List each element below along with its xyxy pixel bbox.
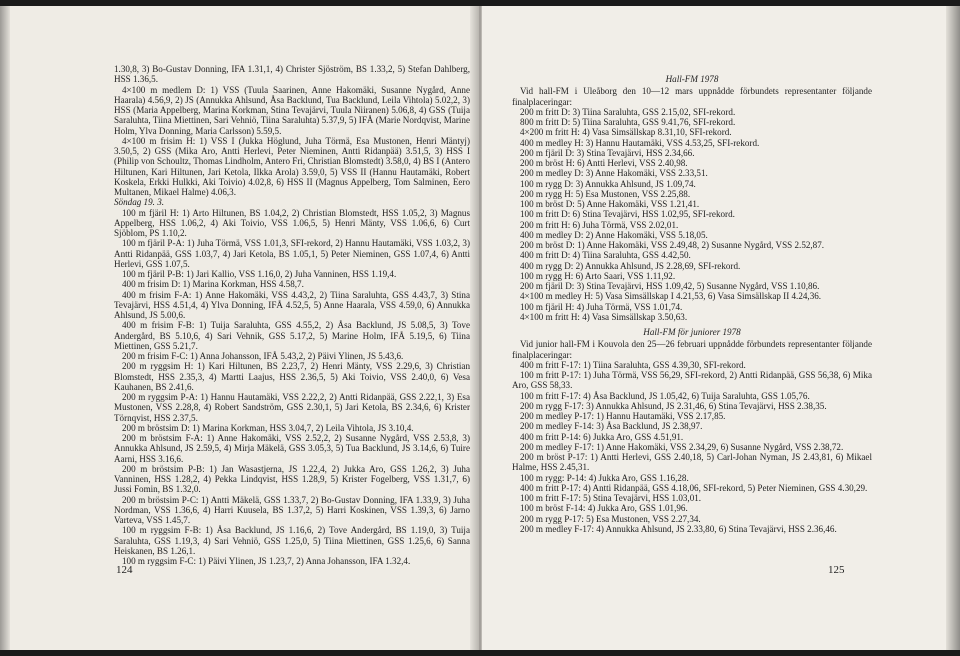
result-line: 200 m rygg P-17: 5) Esa Mustonen, VSS 2.27,34.	[520, 513, 701, 524]
results-list	[512, 107, 872, 322]
result-line: 800 m fritt D: 5) Tiina Saraluhta, GSS 9.41,76, SFI-rekord.	[520, 117, 736, 127]
result-line: 100 m rygg D: 3) Annukka Ahlsund, JS 1.09,74.	[520, 178, 696, 189]
result-line: 200 m medley D: 3) Anne Hakomäki, VSS 2.33,51.	[520, 168, 708, 179]
right-page	[482, 6, 960, 650]
result-line: 200 m medley F-17: 1) Anne Hakomäki, VSS 2.34,29, 6) Susanne Nygård, VSS 2.38,72.	[520, 441, 844, 452]
section-intro: Vid hall-FM i Uleåborg den 10—12 mars uppnådde förbundets representanter följande finalplaceringar:	[512, 86, 872, 107]
paragraph: 100 m ryggsim F-C: 1) Päivi Ylinen, JS 1.23,7, 2) Anna Johansson, IFA 1.32,4.	[122, 556, 411, 566]
page-number-left: 124	[116, 564, 133, 576]
left-page-text	[114, 64, 470, 566]
results-list-juniors	[512, 360, 872, 534]
paragraph: 200 m ryggsim H: 1) Kari Hiltunen, BS 2.23,7, 2) Henri Mänty, VSS 2.29,6, 3) Christian Blomstedt, HSS 2.35,3, 4) Martti Laajus, HSS 2.36,5, 5) Aki Toivio, VSS 2.40,0, 6) Vesa Kauhanen, BS 2.41,6.	[114, 361, 470, 392]
paragraph: 100 m fjäril P-B: 1) Jari Kallio, VSS 1.16,0, 2) Juha Vanninen, HSS 1.19,4.	[122, 269, 397, 279]
right-page-text	[512, 74, 872, 534]
paragraph: 200 m ryggsim P-A: 1) Hannu Hautamäki, VSS 2.22,2, 2) Antti Ridanpää, GSS 2.22,1, 3) Esa Mustonen, VSS 2.28,8, 4) Robert Sandström, GSS 2.30,1, 5) Jari Ketola, BS 2.34,6, 6) Krister Törnqvist, HSS 2.37,5.	[114, 392, 470, 423]
paragraph: 400 m frisim F-B: 1) Tuija Saraluhta, GSS 4.55,2, 2) Åsa Backlund, JS 5.08,5, 3) Tove Andergård, BS 5.10,6, 4) Sari Vehnik, GSS 5.17,2, 5) Marine Holm, IFÅ 5.19,5, 6) Tiina Miettinen, GSS 5.21,7.	[114, 320, 470, 351]
left-page	[0, 6, 478, 650]
result-line: 100 m bröst F-14: 4) Jukka Aro, GSS 1.01,96.	[520, 503, 688, 514]
result-line: 200 m rygg F-17: 3) Annukka Ahlsund, JS 2.31,46, 6) Stina Tevajärvi, HSS 2.38,35.	[520, 400, 827, 411]
result-line: 100 m bröst D: 5) Anne Hakomäki, VSS 1.21,41.	[520, 199, 700, 209]
paragraph: 100 m fjäril P-A: 1) Juha Törmä, VSS 1.01,3, SFI-rekord, 2) Hannu Hautamäki, VSS 1.03,2, 3) Antti Ridanpää, GSS 1.03,7, 4) Jari Ketola, BS 1.05,1, 5) Peter Nieminen, GSS 1.07,4, 6) Antti Herlevi, GSS 1.07,5.	[114, 238, 470, 269]
paragraph: 200 m frisim F-C: 1) Anna Johansson, IFÅ 5.43,2, 2) Päivi Ylinen, JS 5.43,6.	[122, 351, 404, 361]
result-line: 400 m medley D: 2) Anne Hakomäki, VSS 5.18,05.	[520, 229, 708, 240]
result-line: 200 m rygg H: 5) Esa Mustonen, VSS 2.25,88.	[520, 188, 691, 199]
right-page-edge	[946, 6, 960, 650]
result-line: 100 m rygg H: 6) Arto Saari, VSS 1.11,92.	[520, 270, 676, 281]
paragraph: 100 m ryggsim F-B: 1) Åsa Backlund, JS 1.16,6, 2) Tove Andergård, BS 1.19,0, 3) Tuija Saraluhta, GSS 1.19,3, 4) Sari Vehniö, GSS 1.25,0, 5) Tiina Miettinen, GSS 1.25,6, 6) Sanna Heiskanen, BS 1.26,1.	[114, 525, 470, 556]
result-line: 400 m fritt F-17: 1) Tiina Saraluhta, GSS 4.39,30, SFI-rekord.	[520, 359, 746, 370]
result-line: 200 m fjäril D: 3) Stina Tevajärvi, HSS 2.34,66.	[520, 147, 695, 158]
section-heading-juniors: Hall-FM för juniorer 1978	[643, 327, 741, 337]
result-line: 4×100 m medley H: 5) Vasa Simsällskap I 4.21,53, 6) Vasa Simsällskap II 4.24,36.	[520, 291, 822, 302]
result-line: 400 m rygg D: 2) Annukka Ahlsund, JS 2.28,69, SFI-rekord.	[520, 260, 741, 271]
paragraph: 200 m bröstsim F-A: 1) Anne Hakomäki, VSS 2.52,2, 2) Susanne Nygård, VSS 2.53,8, 3) Annukka Ahlsund, JS 2.59,5, 4) Mirja Mäkelä, GSS 3.05,3, 5) Tua Backlund, JS 3.14,6, 6) Tuire Aarni, HSS 3.16,6.	[114, 433, 470, 464]
result-line: 200 m medley F-14: 3) Åsa Backlund, JS 2.38,97.	[520, 421, 703, 432]
result-line: 4×200 m fritt H: 4) Vasa Simsällskap 8.31,10, SFI-rekord.	[520, 127, 732, 138]
result-line: 100 m rygg: P-14: 4) Jukka Aro, GSS 1.16,28.	[520, 472, 689, 483]
result-line: 200 m bröst H: 6) Antti Herlevi, VSS 2.40,98.	[520, 158, 688, 168]
result-line: 100 m fritt P-17: 1) Juha Törmä, VSS 56,29, SFI-rekord, 2) Antti Ridanpää, GSS 56,38, 6) Mika Aro, GSS 58,33.	[512, 370, 872, 391]
result-line: 200 m medley F-17: 4) Annukka Ahlsund, JS 2.33,80, 6) Stina Tevajärvi, HSS 2.36,46.	[520, 523, 837, 534]
result-line: 100 m fjäril H: 4) Juha Törmä, VSS 1.01,74.	[520, 301, 683, 312]
result-line: 400 m fritt P-14: 6) Jukka Aro, GSS 4.51,91.	[520, 431, 684, 442]
result-line: 200 m bröst D: 1) Anne Hakomäki, VSS 2.49,48, 2) Susanne Nygård, VSS 2.52,87.	[520, 240, 825, 250]
result-line: 400 m fritt D: 4) Tiina Saraluhta, GSS 4.42,50.	[520, 250, 691, 261]
paragraph: 1.30,8, 3) Bo-Gustav Donning, IFA 1.31,1, 4) Christer Sjöström, BS 1.33,2, 5) Stefan Dahlberg, HSS 1.36,5.	[114, 64, 470, 85]
left-page-edge	[0, 6, 10, 650]
paragraph: 400 m frisim F-A: 1) Anne Hakomäki, VSS 4.43,2, 2) Tiina Saraluhta, GSS 4.43,7, 3) Stina Tevajärvi, HSS 4.51,4, 4) Ylva Donning, IFÅ 4.52,5, 5) Anne Haarala, VSS 4.59,0, 6) Annukka Ahlsund, JS 5.00,6.	[114, 289, 470, 320]
paragraph: 4×100 m frisim H: 1) VSS I (Jukka Höglund, Juha Törmä, Esa Mustonen, Henri Mäntyj) 3.50,5, 2) GSS (Mika Aro, Antti Herlevi, Peter Nieminen, Antti Ridanpää) 3.51,5, 3) HSS I (Philip von Schoultz, Thomas Lindholm, Antero Fri, Christian Blomstedt) 3.58,0, 4) BS I (Antero Hiltunen, Kari Hiltunen, Jari Ketola, Ilkka Arola) 3.59,0, 5) VSS II (Hannu Hautamäki, Robert Koskela, Erkki Hulkki, Aki Toivio) 4.02,8, 6) HSS II (Magnus Appelberg, Tom Salminen, Eero Multanen, Mikael Halme) 4.06,3.	[114, 135, 470, 197]
paragraph: 4×100 m medlem D: 1) VSS (Tuula Saarinen, Anne Hakomäki, Susanne Nygård, Anne Haarala) 4.56,9, 2) JS (Annukka Ahlsund, Åsa Backlund, Tua Backlund, Leila Vihtola) 5.02,2, 3) HSS (Maria Appelberg, Marina Korkman, Stina Tevajärvi, Tuula Niiranen) 5.06,8, 4) GSS (Tuija Saraluhta, Tiina Miettinen, Sari Vehniö, Tiina Saraluhta) 5.37,9, 5) IFÅ (Marie Nordqvist, Marine Holm, Ylva Donning, Maria Carlsson) 5.59,5.	[114, 84, 470, 136]
result-line: 100 m fritt F-17: 4) Åsa Backlund, JS 1.05,42, 6) Tuija Saraluhta, GSS 1.05,76.	[520, 390, 810, 401]
result-line: 100 m fritt F-17: 5) Stina Tevajärvi, HSS 1.03,01.	[520, 493, 702, 503]
page-number-right: 125	[828, 564, 845, 576]
result-line: 100 m fritt D: 6) Stina Tevajärvi, HSS 1.02,95, SFI-rekord.	[520, 209, 735, 220]
paragraph: 400 m frisim D: 1) Marina Korkman, HSS 4.58,7.	[122, 279, 304, 290]
result-line: 200 m fritt D: 3) Tiina Saraluhta, GSS 2.15,02, SFI-rekord.	[520, 106, 736, 117]
section-intro-juniors: Vid junior hall-FM i Kouvola den 25—26 februari uppnådde förbundets representanter följande finalplaceringar:	[512, 339, 872, 360]
paragraph: 200 m bröstsim P-C: 1) Antti Mäkelä, GSS 1.33,7, 2) Bo-Gustav Donning, IFA 1.33,9, 3) Juha Nordman, VSS 1.36,6, 4) Harri Kuusela, BS 1.37,2, 5) Harri Koskinen, VSS 1.39,3, 6) Jarno Varteva, VSS 1.45,7.	[114, 494, 470, 525]
open-book	[0, 6, 960, 650]
section-heading: Hall-FM 1978	[665, 74, 719, 84]
result-line: 200 m bröst P-17: 1) Antti Herlevi, GSS 2.40,18, 5) Carl-Johan Nyman, JS 2.43,81, 6) Mikael Halme, HSS 2.45,31.	[512, 452, 872, 473]
result-line: 200 m fritt H: 6) Juha Törmä, VSS 2.02,01.	[520, 219, 679, 230]
paragraph: 100 m fjäril H: 1) Arto Hiltunen, BS 1.04,2, 2) Christian Blomstedt, HSS 1.05,2, 3) Magnus Appelberg, HSS 1.06,2, 4) Aki Toivio, VSS 1.06,5, 5) Henri Mänty, VSS 1.06,6, 6) Curt Sjöblom, PS 1.10,2.	[114, 207, 470, 238]
result-line: 200 m medley P-17: 1) Hannu Hautamäki, VSS 2.17,85.	[520, 411, 726, 421]
result-line: 400 m medley H: 3) Hannu Hautamäki, VSS 4.53,25, SFI-rekord.	[520, 137, 760, 148]
paragraph: Söndag 19. 3.	[114, 197, 165, 208]
result-line: 4×100 m fritt H: 4) Vasa Simsällskap 3.50,63.	[520, 311, 688, 322]
result-line: 400 m fritt P-17: 4) Antti Ridanpää, GSS 4.18,06, SFI-rekord, 5) Peter Nieminen, GSS 4.30,29.	[520, 482, 868, 493]
paragraph: 200 m bröstsim P-B: 1) Jan Wasastjerna, JS 1.22,4, 2) Jukka Aro, GSS 1.26,2, 3) Juha Vanninen, HSS 1.28,2, 4) Pekka Lindqvist, HSS 1.28,9, 5) Krister Fogelberg, VSS 1.31,7, 6) Jussi Fomin, BS 1.32,0.	[114, 463, 470, 495]
paragraph: 200 m bröstsim D: 1) Marina Korkman, HSS 3.04,7, 2) Leila Vihtola, JS 3.10,4.	[122, 422, 414, 433]
result-line: 200 m fjäril D: 3) Stina Tevajärvi, HSS 1.09,42, 5) Susanne Nygård, VSS 1.10,86.	[520, 281, 820, 291]
